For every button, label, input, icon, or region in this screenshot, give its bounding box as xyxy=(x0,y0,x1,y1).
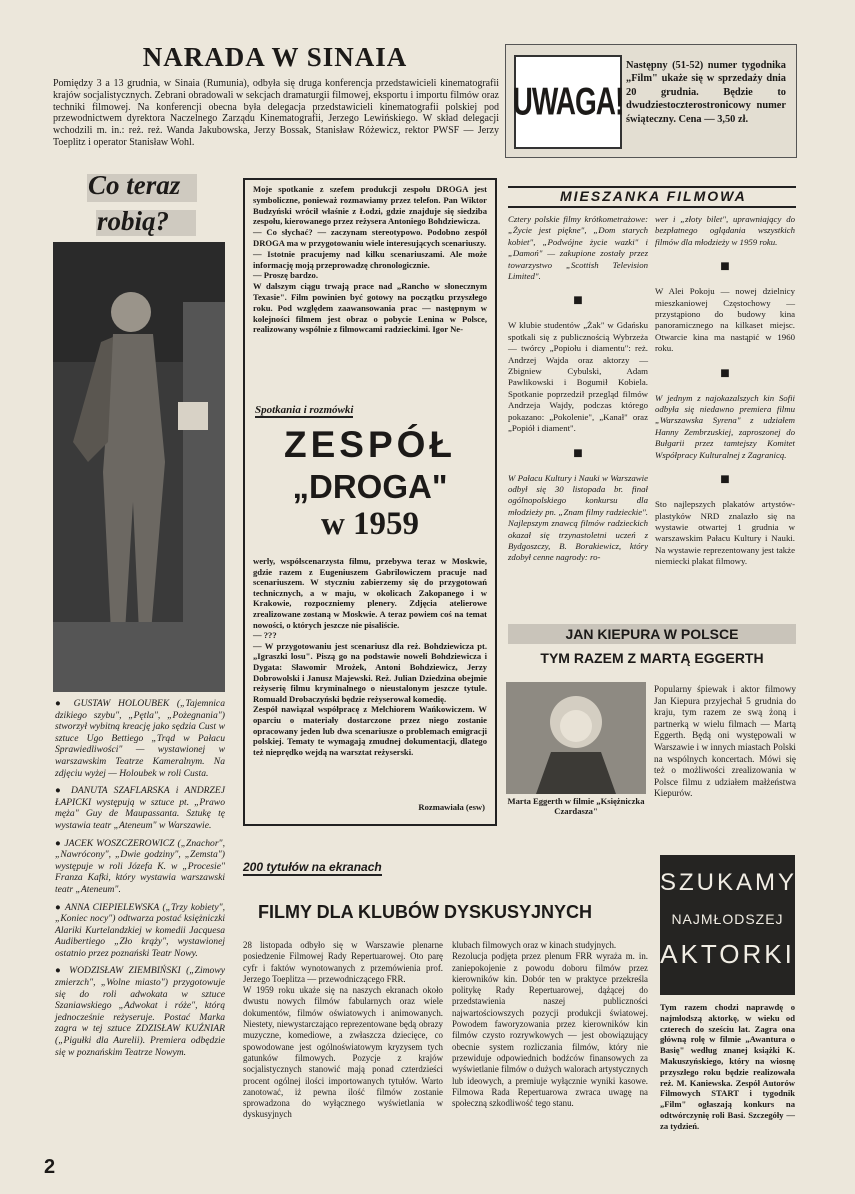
uwaga-label: UWAGA! xyxy=(512,79,624,123)
news-item: wer i „złoty bilet", uprawniający do bezpłatnego oglądania wszystkich filmów dla młodzieży w 1959 roku. xyxy=(655,214,795,247)
mieszanka-title-bar-bottom xyxy=(508,206,796,208)
news-item: W jednym z najokazalszych kin Sofii odbyła się niedawno premiera filmu „Warszawska Syrena" z udziałem Hanny Zembrzuskiej, zaproszonej do Bułgarii przez tamtejszy Komitet Współpracy Kulturalnej z Zagranicą. xyxy=(655,392,795,460)
bullet-square: ■ xyxy=(720,471,730,489)
eggerth-caption: Marta Eggerth w filmie „Księżniczka Czardasza" xyxy=(507,796,645,816)
szukamy-line-1: SZUKAMY xyxy=(660,869,798,896)
narada-text: Pomiędzy 3 a 13 grudnia, w Sinaia (Rumunia), odbyła się druga konferencja przedstawicieli kinematografii krajów socjalistycznych. Zebrani obradowali w sekcjach dramaturgii filmowej, eksportu i importu filmów oraz techniki filmowej. Na konferencji obecna była delegacja przedstawicieli kinematografii polskiej pod przewodnictwem dyrektora Naczelnego Zarządu Kinematografii, Jerzego Lewińskiego. W skład delegacji wchodzili m. in.: reż. reż. Wanda Jakubowska, Jerzy Bossak, Stanisław Różewicz, rektor PWSF — Jerzy Toeplitz i operator Stanisław Wohl. xyxy=(53,78,499,148)
mieszanka-col-2 xyxy=(655,214,795,568)
news-item: W klubie studentów „Żak" w Gdańsku spotkali się z publicznością Wybrzeża — twórcy „Popiołu i diamentu": reż. Andrzej Wajda oraz aktorzy — Zbigniew Cybulski, Adam Pawlikowski i Bogumił Kobiela. Spotkanie poprzedził przegląd filmów Andrzeja Wajdy, podczas którego pokazano: „Pokolenie", „Kanał" oraz „Popiół i diament". xyxy=(508,320,648,434)
droga-body: werly, współscenarzysta filmu, przebywa teraz w Moskwie, gdzie razem z Eugeniuszem Gabrilowiczem pracuje nad scenariuszem. W styczniu zabierzemy się do przygotowań technicznych, a w maju, w okolicach Zakopanego i w Krakowie, rozpoczniemy plenery. Zdjęcia atelierowe zrealizowane zostaną w Moskwie. A teraz powiem coś na temat nowości, o których jeszcze nie pisaliście. — ??? — W przygotowaniu jest scenariusz dla reż. Bohdziewicza pt. „Igraszki losu". Piszą go na podstawie noweli Bohdziewicza i Dygata: Sławomir Mrożek, Antoni Bohdziewicz, Jerzy Dobrowolski i Janusz Majewski. Reż. Julian Dziedzina obejmie reżyserię filmu kryminalnego o nieustalonym jeszcze tytule. Romuald Drobaczyński będzie reżyserował komedię. Zespół nawiązał współpracę z Melchiorem Wańkowiczem. W oparciu o materiały dostarczone przez niego zostanie opracowany jeden lub dwa scenariusze o problemach emigracji polskiej. Tematy te wymagają zmudnej dokumentacji, dlatego też nieprędko wejdą na warsztat reżyserski. xyxy=(253,556,487,757)
mieszanka-title: MIESZANKA FILMOWA xyxy=(560,188,747,204)
uwaga-label-box xyxy=(514,55,622,149)
robia-title: robią? xyxy=(97,206,170,236)
narada-title: NARADA W SINAIA xyxy=(142,42,408,72)
droga-headline-1: ZESPÓŁ xyxy=(283,424,457,465)
eggerth-photo xyxy=(506,682,646,794)
kiepura-text: Popularny śpiewak i aktor filmowy Jan Kiepura przyjechał 5 grudnia do kraju, tym razem ze swą żoną i partnerką w wielu filmach — Martą Eggerth. Będą oni występowali w Warszawie i w innych miastach Polski na wspólnych koncertach. Mówi się też o możliwości zrealizowania w Polsce filmu z udziałem małżeństwa Kiepurów. xyxy=(654,684,796,799)
szukamy-text: Tym razem chodzi naprawdę o najmłodszą aktorkę, w wieku od czterech do sześciu lat. Zagra ona główną rolę w filmie „Awantura o Basię" według znanej książki K. Makuszyńskiego, który na wiosnę przyszłego roku będzie realizowała reż. M. Kaniewska. Zespół Autorów Filmowych START i tygodnik „Film" ogłaszają konkurs na odtwórczynię roli Basi. Szczegóły — za tydzień. xyxy=(660,1002,795,1131)
uwaga-box xyxy=(505,44,797,158)
news-item: Sto najlepszych plakatów artystów-plastyków NRD znalazło się na wystawie otwartej 1 grudnia w warszawskim Pałacu Kultury i Nauki. Na wystawie reprezentowany jest także niemiecki plakat filmowy. xyxy=(655,499,795,567)
news-item: Cztery polskie filmy krótkometrażowe: „Życie jest piękne", „Dom starych kobiet", „Podwójne życie wazki" i „Damoń" — zakupione zostały przez towarzystwo „Scottish Television Limited". xyxy=(508,214,648,282)
page-number: 2 xyxy=(44,1156,56,1178)
list-item: ● JACEK WOSZCZEROWICZ („Znachor", „Nawrócony", „Dwie godziny", „Zemsta") występuje w roli Józefa K. w „Procesie" Franza Kafki, który wystawia warszawski teatr „Ateneum". xyxy=(55,837,225,895)
droga-headline-3: w 1959 xyxy=(320,506,420,542)
co-teraz-list xyxy=(55,698,225,1064)
szukamy-line-3: AKTORKI xyxy=(660,939,795,969)
bullet-square: ■ xyxy=(573,292,583,310)
droga-box xyxy=(243,178,497,826)
eggerth-illustration xyxy=(506,682,646,794)
droga-headline-2: „DROGA" xyxy=(292,468,448,505)
kluby-col-1: 28 listopada odbyło się w Warszawie plenarne posiedzenie Filmowej Rady Repertuarowej. Oto parę cyfr i faktów wynotowanych z przemówienia prof. Jerzego Toeplitza — przewodniczącego FRR. W 1959 roku ukaże się na naszych ekranach około dwustu nowych filmów fabularnych oraz wiele dokumentów, filmów oświatowych i animowanych. Niestety, niewystarczająco reprezentowane będą obrazy muzyczne, komediowe, a zwłaszcza dziecięce, co spowodowane jest ogólnoświatowym kryzysem tych gatunków filmowych. Pozycje z krajów socjalistycznych stanowić mają ponad czterdzieści procent ogólnej ilości importowanych tytułów. Warto zanotować, iż pewna ilość filmów zostanie sprowadzona do wyłącznego wyświetlania w dyskusyjnych xyxy=(243,940,443,1120)
kiepura-title-1: JAN KIEPURA W POLSCE xyxy=(508,624,796,644)
droga-section-label: Spotkania i rozmówki xyxy=(255,404,354,416)
mieszanka-col-1 xyxy=(508,214,648,564)
droga-intro: Moje spotkanie z szefem produkcji zespołu DROGA jest symboliczne, ponieważ rozmawiamy przez telefon. Pan Wiktor Budzyński wrócił właśnie z Łodzi, gdzie znajduje się siedziba zespołu, kierowanego przez reżysera Antoniego Bohdziewicza. — Co słychać? — zaczynam stereotypowo. Podobno zespół DROGA ma w przygotowaniu wiele interesujących scenariuszy. — Istotnie pracujemy nad kilku scenariuszami. Ale może informację moją przeprowadzę chronologicznie. — Proszę bardzo. W dalszym ciągu trwają prace nad „Rancho w słonecznym Texasie". Film powinien być gotowy na początku przyszłego roku. Pod względem zaawansowania prac — następnym w kolejności filmem jest obraz o pobycie Lenina w Polsce, realizowany wspólnie z filmowcami radzieckimi. Igor Ne- xyxy=(253,184,487,335)
list-item: ● ANNA CIEPIELEWSKA („Trzy kobiety", „Koniec nocy") odtwarza postać księżniczki Alariki Kurtelandzkiej w komedii Jacquesa Audibertiego „Zło krąży", wystawionej ostatnio przez poznański Teatr Nowy. xyxy=(55,901,225,959)
actor-figure-illustration xyxy=(53,242,225,692)
list-item: ● WODZISŁAW ZIEMBIŃSKI („Zimowy zmierzch", „Wolne miasto") przygotowuje się do roli adwokata w sztuce Szaniawskiego „Adwokat i róże", którą jednocześnie reżyseruje. Postać Marka zagra w tej sztuce ZDZISŁAW KUŹNIAR („Pigułki dla Aurelii). Premiera odbędzie się w poznańskim Teatrze Nowym. xyxy=(55,965,225,1058)
kluby-col-2: klubach filmowych oraz w kinach studyjnych. Rezolucja podjęta przez plenum FRR wyraża m. in. zaniepokojenie z powodu doboru filmów przez kierowników kin. Dobór ten w praktyce przekreśla politykę Rady Repertuarowej, dążącej do przedstawienia naszej publiczności najwartościowszych pozycji produkcji światowej. Powodem faworyzowania przez kierowników kin filmów czysto rozrywkowych — jest obowiązujący obecnie system rozliczania filmów, który nie przewiduje odpowiednich bodźców finansowych za wyświetlanie filmów o dużych walorach artystycznych lub ideowych, a premiuje wyłącznie wyniki kasowe. Filmowa Rada Repertuarowa zwraca uwagę na społeczną szkodliwość tego stanu. xyxy=(452,940,648,1109)
bullet-square: ■ xyxy=(573,444,583,462)
droga-signature: Rozmawiała (esw) xyxy=(418,802,485,812)
uwaga-text: Następny (51-52) numer tygodnika „Film" ukaże się w sprzedaży dnia 20 grudnia. Będzie to dwudziestoczterostronicowy numer świąteczny. Cena — 3,50 zł. xyxy=(626,60,786,125)
kluby-title: FILMY DLA KLUBÓW DYSKUSYJNYCH xyxy=(258,902,593,922)
szukamy-box xyxy=(660,855,798,995)
list-item: ● DANUTA SZAFLARSKA i ANDRZEJ ŁAPICKI występują w sztuce pt. „Prawo męża" Guy de Maupassanta. Sztukę tę wystawia teatr „Ateneum" w Warszawie. xyxy=(55,785,225,831)
bullet-square: ■ xyxy=(720,258,730,276)
news-item: W Alei Pokoju — nowej dzielnicy mieszkaniowej Częstochowy — przystąpiono do budowy kina panoramicznego na kilkaset miejsc. Otwarcie kina ma nastąpić w 1960 roku. xyxy=(655,286,795,354)
co-teraz-title: Co teraz xyxy=(88,170,181,200)
kiepura-title-2: TYM RAZEM Z MARTĄ EGGERTH xyxy=(540,650,764,666)
news-item: W Pałacu Kultury i Nauki w Warszawie odbył się 30 listopada br. finał ogólnopolskiego konkursu dla młodzieży pn. „Znam filmy radzieckie". Najlepszym znawcą filmów radzieckich okazał się trzynastoletni uczeń z Bydgoszczy, B. Borakiewicz, który zdobył cenne nagrody: ro- xyxy=(508,472,648,563)
holoubek-photo xyxy=(53,242,225,692)
szukamy-line-2: NAJMŁODSZEJ xyxy=(671,911,784,927)
list-item: ● GUSTAW HOLOUBEK („Tajemnica dzikiego szybu", „Pętla", „Pożegnania") stworzył wybitną kreację jako sędzia Cust w sztuce Ugo Bettiego „Trąd w Pałacu Sprawiedliwości" — wystawionej w warszawskim Teatrze Kameralnym. Na zdjęciu wyżej — Holoubek w roli Custa. xyxy=(55,698,225,779)
kluby-kicker: 200 tytułów na ekranach xyxy=(243,860,382,874)
bullet-square: ■ xyxy=(720,364,730,382)
